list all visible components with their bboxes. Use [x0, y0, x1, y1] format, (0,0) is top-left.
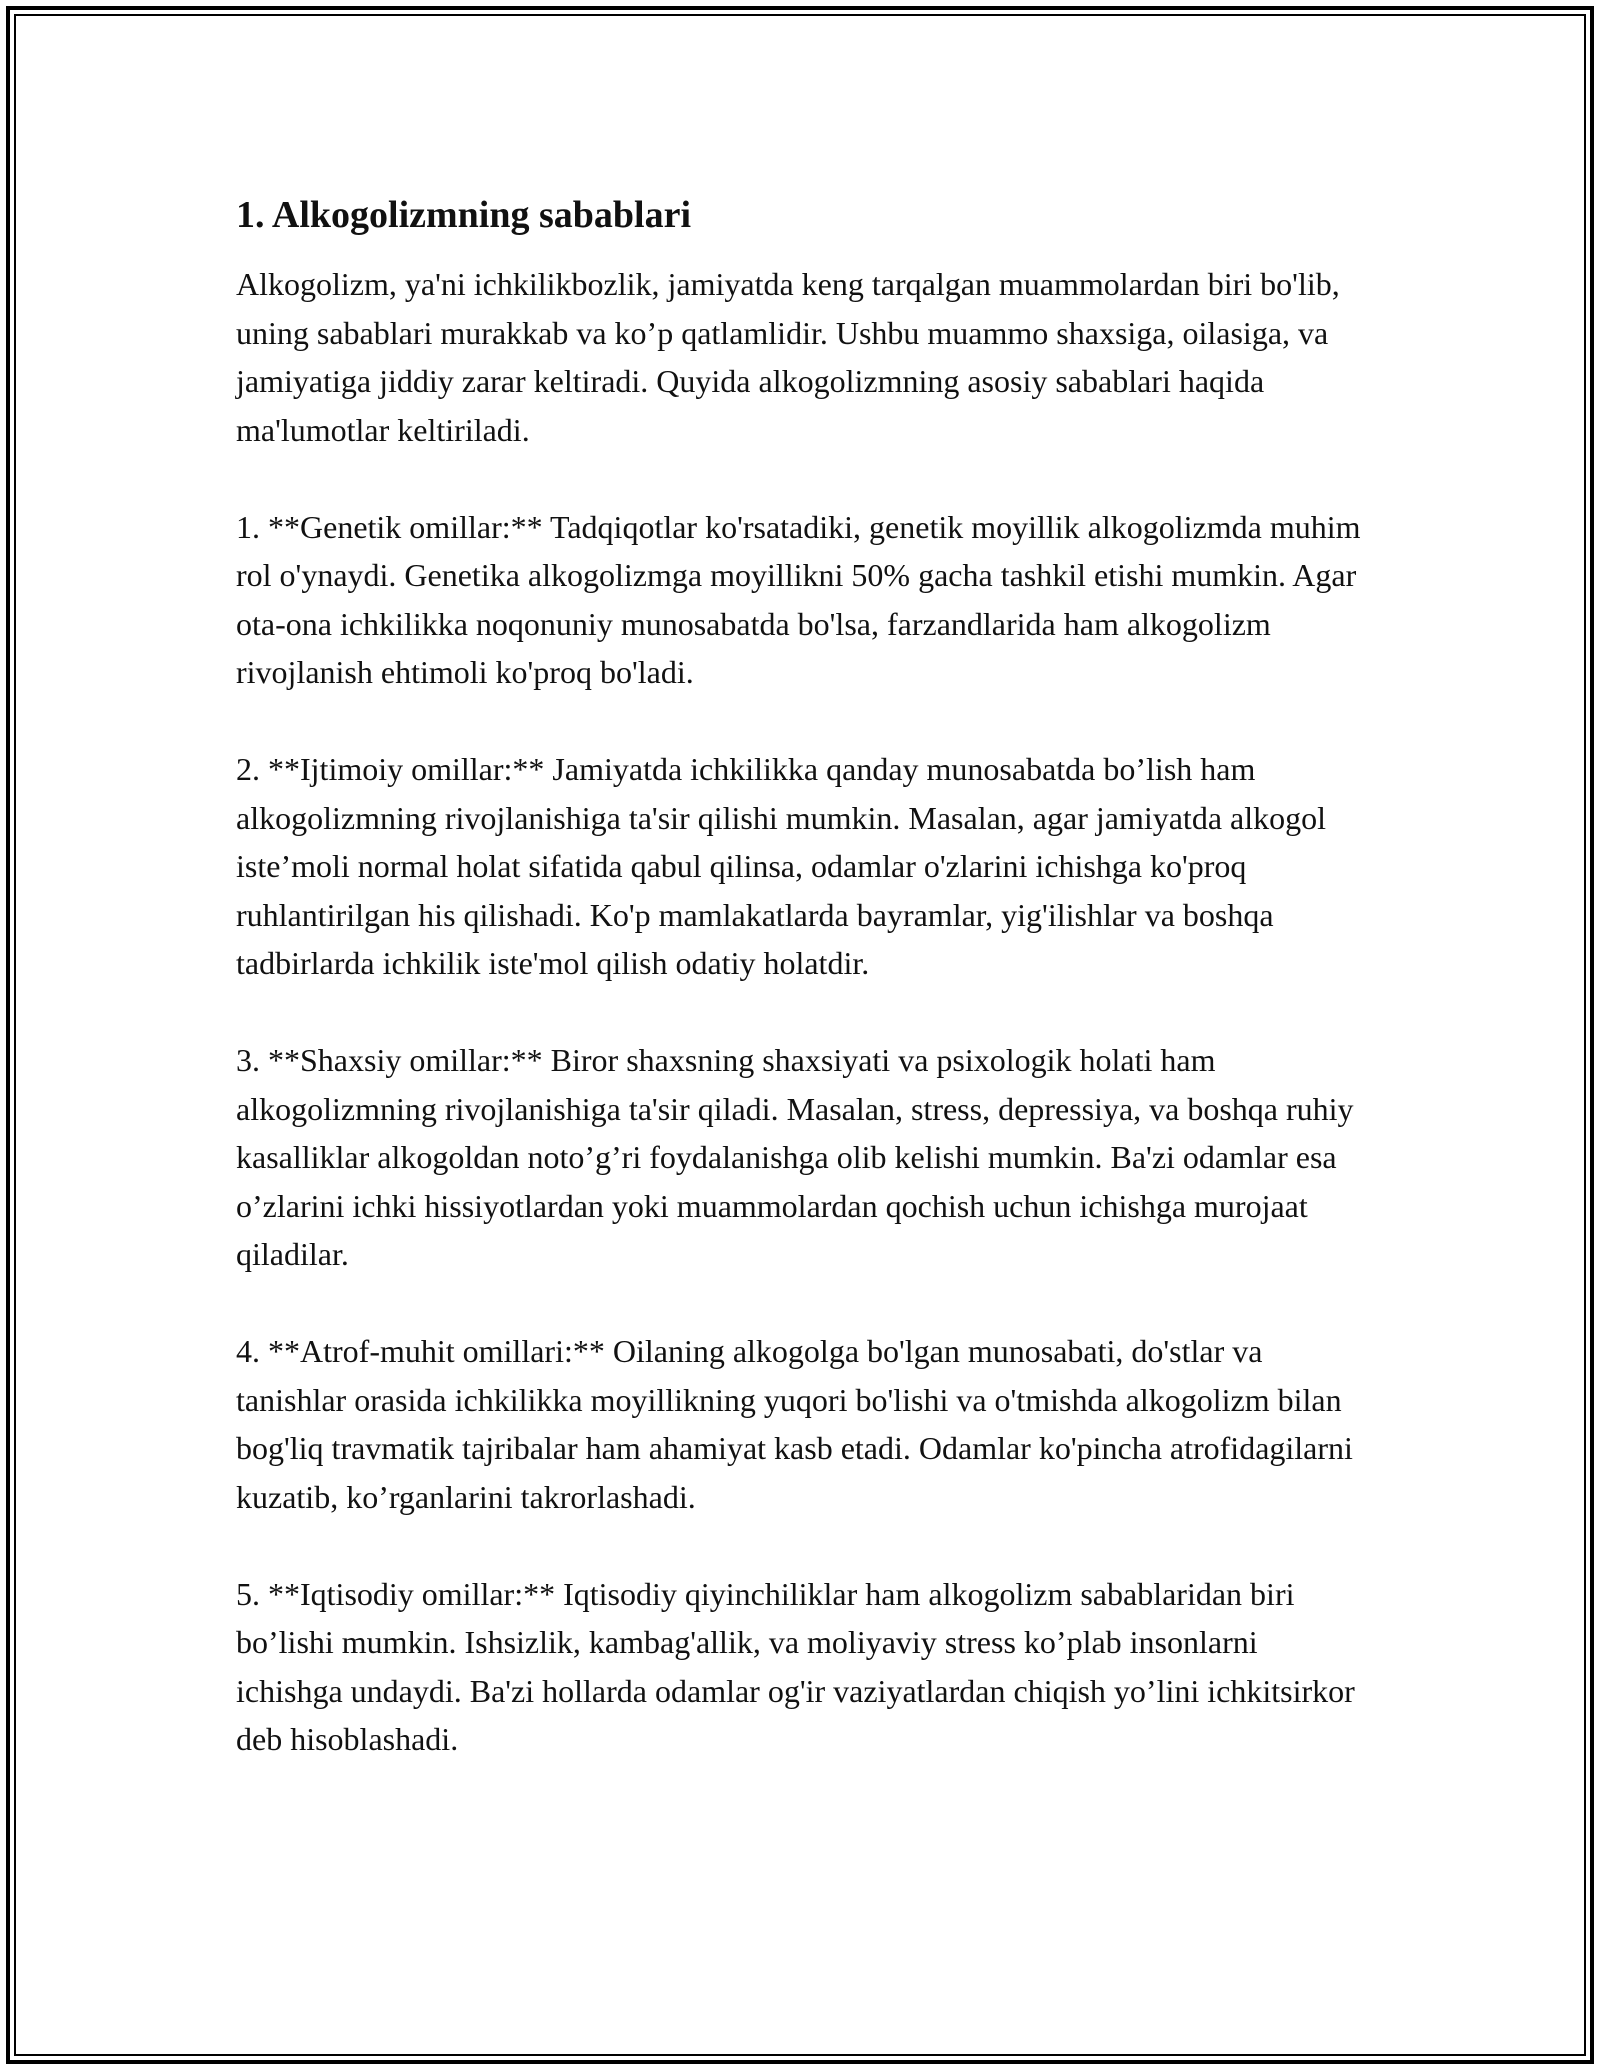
section-heading: 1. Alkogolizmning sabablari — [236, 194, 692, 236]
economic-factors-paragraph: 5. **Iqtisodiy omillar:** Iqtisodiy qiyinchiliklar ham alkogolizm sabablaridan biri bo’lishi mumkin. Ishsizlik, kambag'allik, va moliyaviy stress ko’plab insonlarni ichishga undaydi. Ba'zi hollarda odamlar og'ir vaziyatlardan chiqish yo’lini ichkitsirkor deb hisoblashadi. — [236, 1575, 1355, 1757]
document-body — [236, 188, 1366, 1812]
personal-factors-paragraph: 3. **Shaxsiy omillar:** Biror shaxsning shaxsiyati va psixologik holati ham alkogolizmning rivojlanishiga ta'sir qiladi. Masalan, stress, depressiya, va boshqa ruhiy kasalliklar alkogoldan noto’g’ri foydalanishga olib kelishi mumkin. Ba'zi odamlar esa o’zlarini ichki hissiyotlardan yoki muammolardan qochish uchun ichishga murojaat qiladilar. — [236, 1042, 1354, 1272]
social-factors-paragraph: 2. **Ijtimoiy omillar:** Jamiyatda ichkilikka qanday munosabatda bo’lish ham alkogolizmning rivojlanishiga ta'sir qilishi mumkin. Masalan, agar jamiyatda alkogol iste’moli normal holat sifatida qabul qilinsa, odamlar o'zlarini ichishga ko'proq ruhlantirilgan his qilishadi. Ko'p mamlakatlarda bayramlar, yig'ilishlar va boshqa tadbirlarda ichkilik iste'mol qilish odatiy holatdir. — [236, 751, 1326, 981]
environmental-factors-paragraph: 4. **Atrof-muhit omillari:** Oilaning alkogolga bo'lgan munosabati, do'stlar va tanishlar orasida ichkilikka moyillikning yuqori bo'lishi va o'tmishda alkogolizm bilan bog'liq travmatik tajribalar ham ahamiyat kasb etadi. Odamlar ko'pincha atrofidagilarni kuzatib, ko’rganlarini takrorlashadi. — [236, 1333, 1353, 1515]
intro-paragraph: Alkogolizm, ya'ni ichkilikbozlik, jamiyatda keng tarqalgan muammolardan biri bo'lib, uning sabablari murakkab va ko’p qatlamlidir. Ushbu muammo shaxsiga, oilasiga, va jamiyatiga jiddiy zarar keltiradi. Quyida alkogolizmning asosiy sabablari haqida ma'lumotlar keltiriladi. — [236, 266, 1340, 448]
genetic-factors-paragraph: 1. **Genetik omillar:** Tadqiqotlar ko'rsatadiki, genetik moyillik alkogolizmda muhim rol o'ynaydi. Genetika alkogolizmga moyillikni 50% gacha tashkil etishi mumkin. Agar ota-ona ichkilikka noqonuniy munosabatda bo'lsa, farzandlarida ham alkogolizm rivojlanish ehtimoli ko'proq bo'ladi. — [236, 508, 1361, 690]
